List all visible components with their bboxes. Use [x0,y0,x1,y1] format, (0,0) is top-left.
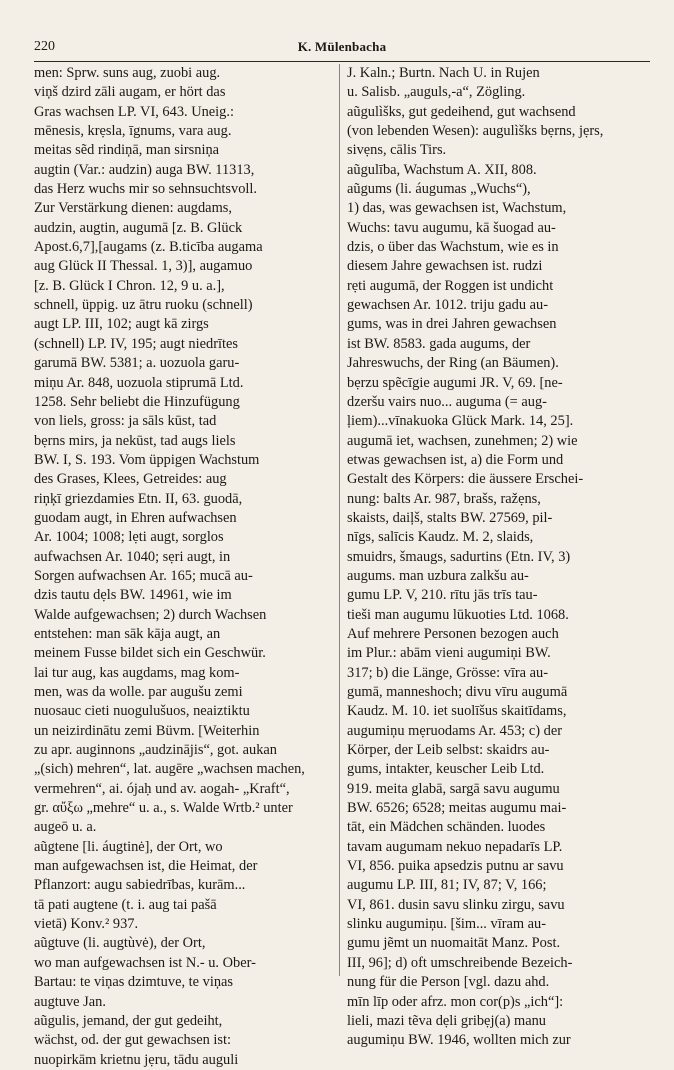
text-line: aug Glück II Thessal. 1, 3)], augamuo [34,258,253,275]
text-line: lai tur aug, kas augdams, mag kom- [34,664,240,681]
text-line: nuopirkām krietnu jẹru, tādu auguli [34,1051,239,1068]
text-line: das Herz wuchs mir so sehnsuchtsvoll. [34,181,258,198]
text-line: aũgulìšks, gut gedeihend, gut wachsend [347,103,576,120]
text-line: vermehren“, ai. ójaḥ und av. aogah- „Kraft“, [34,780,290,797]
text-line: mēnesis, krẹsla, īgnums, vara aug. [34,123,232,140]
text-line: tāt, ein Mädchen schänden. luodes [347,819,546,836]
text-line: gewachsen Ar. 1012. triju gadu au- [347,297,549,314]
text-line: aũgulība, Wachstum A. XII, 808. [347,161,537,178]
text-line: men, was da wolle. par augušu zemi [34,684,243,700]
text-line: Zur Verstärkung dienen: augdams, [34,200,232,217]
text-line: mīn līp oder afrz. mon cor(p)s „ich“]: [347,993,564,1010]
text-line: aufwachsen Ar. 1040; sẹri augt, in [34,548,231,565]
text-line: Kaudz. M. 10. iet suolīšus skaitīdams, [347,703,567,720]
text-line: Ar. 1004; 1008; lẹti augt, sorglos [34,529,224,546]
text-line: garumā BW. 5381; a. uozuola garu- [34,355,240,372]
text-line: schnell, üppig. uz ātru ruoku (schnell) [34,297,253,314]
text-line: 919. meita glabā, sargā savu augumu [347,780,560,797]
text-line: augtuve Jan. [34,993,106,1010]
text-line: ļiem)...vīnakuoka Glück Mark. 14, 25]. [347,413,574,430]
text-line: gums, was in drei Jahren gewachsen [347,316,557,333]
text-line: Apost.6,7],[augams (z. B.ticība augama [34,239,263,256]
text-line: augums. man uzbura zalkšu au- [347,567,529,584]
text-line: dzis, o über das Wachstum, wie es in [347,239,559,256]
text-line: (von lebenden Wesen): augulìšks bẹrns, jẹrs, [347,123,604,140]
text-line: aũgums (li. áugumas „Wuchs“), [347,181,531,198]
text-line: augumiņu mẹruodams Ar. 453; c) der [347,722,563,739]
text-line: VI, 856. puika apsedzis putnu ar savu [347,858,564,875]
text-line: Gras wachsen LP. VI, 643. Uneig.: [34,103,234,120]
page-header [34,37,650,57]
text-line: aũgulis, jemand, der gut gedeiht, [34,1012,223,1029]
page-number: 220 [34,39,55,54]
text-line: Sorgen aufwachsen Ar. 165; mucā au- [34,567,253,584]
text-line: augtin (Var.: audzin) auga BW. 11313, [34,161,255,178]
text-line: [z. B. Glück I Chron. 12, 9 u. a.], [34,277,225,294]
column-divider [339,64,340,976]
text-line: nung: balts Ar. 987, brašs, ražẹns, [347,490,541,507]
text-line: meinem Fusse bildet sich ein Geschwür. [34,645,266,662]
text-line: meitas sẽd rindiņā, man sirsniņa [34,142,220,159]
text-line: etwas gewachsen ist, a) die Form und [347,451,564,468]
text-line: rẹti augumā, der Roggen ist undicht [347,277,554,294]
text-line: aũgtene [li. áugtinė], der Ort, wo [34,838,223,855]
right-column [347,64,650,1049]
text-line: vietā) Konv.² 937. [34,916,139,933]
text-line: skaists, daiļš, stalts BW. 27569, pil- [347,509,553,526]
text-line: un neizirdinātu zemi Büvm. [Weiterhin [34,722,260,739]
text-line: gumā, manneshoch; divu vīru augumā [347,684,568,700]
text-line: Gestalt des Körpers: die äussere Erschei- [347,471,584,488]
text-line: guodam augt, in Ehren aufwachsen [34,509,237,526]
text-line: u. Salisb. „auguls,-a“, Zögling. [347,84,526,101]
text-line: gr. αὔξω „mehre“ u. a., s. Walde Wrtb.² unter [34,800,293,817]
left-column [34,64,332,1068]
text-line: slinku augumiņu. [šim... vīram au- [347,916,547,933]
text-line: aũgtuve (li. augtùvė), der Ort, [34,935,206,952]
text-line: BW. 6526; 6528; meitas augumu mai- [347,800,567,817]
text-line: Wuchs: tavu augumu, kā šuogad au- [347,219,556,236]
text-line: BW. I, S. 193. Vom üppigen Wachstum [34,451,260,468]
text-line: nīgs, salīcis Kaudz. M. 2, slaids, [347,529,534,546]
text-line: Jahreswuchs, der Ring (an Bäumen). [347,355,559,372]
text-line: des Grases, Klees, Getreides: aug [34,471,227,488]
text-line: man aufgewachsen ist, die Heimat, der [34,858,258,875]
text-line: gums, intakter, keuscher Leib Ltd. [347,761,545,778]
text-line: ist BW. 8583. gada augums, der [347,335,531,352]
text-line: augeō u. a. [34,819,97,836]
text-line: smuidrs, šmaugs, sadurtins (Etn. IV, 3) [347,548,571,565]
text-line: dzis tautu dẹls BW. 14961, wie im [34,587,232,604]
text-line: Walde aufgewachsen; 2) durch Wachsen [34,606,267,623]
text-line: tā pati augtene (t. i. aug tai pašā [34,896,217,913]
running-title: K. Mülenbacha [297,39,387,54]
text-line: wächst, od. der gut gewachsen ist: [34,1032,232,1049]
text-line: viņš dzird zāli augam, er hört das [34,84,226,101]
text-line: gumu jẽmt un nuomaitāt Manz. Post. [347,935,561,952]
text-line: 1) das, was gewachsen ist, Wachstum, [347,200,567,217]
text-line: Bartau: te viņas dzimtuve, te viņas [34,974,234,991]
text-line: J. Kaln.; Burtn. Nach U. in Rujen [347,65,540,81]
text-line: Pflanzort: augu sabiedrības, kurām... [34,877,246,894]
text-line: tieši man augumu lūkuoties Ltd. 1068. [347,606,569,623]
text-line: Körper, der Leib selbst: skaidrs au- [347,742,550,759]
text-line: von liels, gross: ja sāls kūst, tad [34,413,217,430]
text-line: nuosauc cieti nuogulušuos, neaiztiktu [34,703,250,720]
text-line: augumiņu BW. 1946, wollten mich zur [347,1032,571,1049]
text-line: tavam augumam nekuo nepadarīs LP. [347,838,563,855]
text-line: dzeršu vairs nuo... auguma (= aug- [347,393,547,410]
text-line: entstehen: man sāk kāja augt, an [34,625,221,642]
text-line: men: Sprw. suns aug, zuobi aug. [34,65,221,81]
text-line: lieli, mazi tẽva dẹli gribẹj(a) manu [347,1012,546,1029]
text-line: gumu LP. V, 210. rītu jās trīs tau- [347,587,538,604]
text-line: 317; b) die Länge, Grösse: vīra au- [347,664,549,681]
text-line: im Plur.: abām vieni augumiņi BW. [347,645,551,662]
text-line: 1258. Sehr beliebt die Hinzufügung [34,393,240,410]
text-line: Auf mehrere Personen bezogen auch [347,625,559,642]
text-line: bẹrns mirs, ja nekūst, tad augs liels [34,432,236,449]
text-line: VI, 861. dusin savu slinku zirgu, savu [347,896,565,913]
header-rule [34,61,650,62]
text-line: III, 96]; d) oft umschreibende Bezeich- [347,954,573,971]
text-line: miņu Ar. 848, uozuola stiprumā Ltd. [34,374,244,391]
text-line: augumu LP. III, 81; IV, 87; V, 166; [347,877,547,894]
text-line: augt LP. III, 102; augt kā zirgs [34,316,209,333]
text-line: augumā iet, wachsen, zunehmen; 2) wie [347,432,578,449]
text-line: audzin, augtin, augumā [z. B. Glück [34,219,243,236]
text-line: „(sich) mehren“, lat. augēre „wachsen machen, [34,761,305,778]
text-line: riņķī griezdamies Etn. II, 63. guodā, [34,490,243,507]
text-line: diesem Jahre gewachsen ist. rudzi [347,258,543,275]
text-line: sivẹns, cālis Tirs. [347,142,447,159]
text-line: bẹrzu spẽcīgie augumi JR. V, 69. [ne- [347,374,563,391]
text-line: zu apr. auginnons „audzinājis“, got. aukan [34,742,277,759]
text-line: (schnell) LP. IV, 195; augt niedrītes [34,335,238,352]
text-line: wo man aufgewachsen ist N.- u. Ober- [34,954,256,971]
text-line: nung für die Person [vgl. dazu ahd. [347,974,550,991]
